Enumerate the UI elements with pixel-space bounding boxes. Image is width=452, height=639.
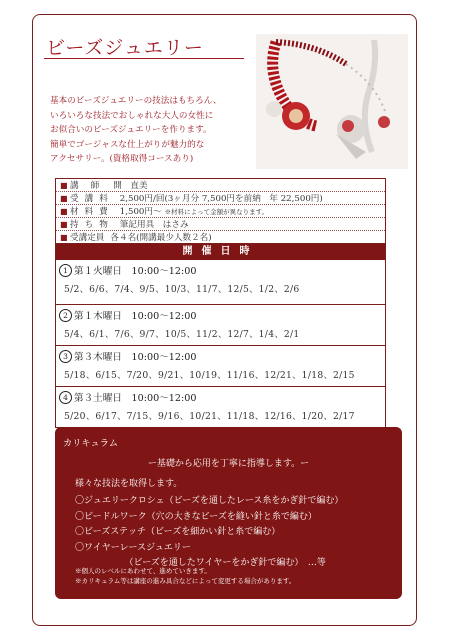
session-item <box>56 345 385 386</box>
page-title: ビーズジュエリー <box>46 37 204 59</box>
session-time: 第３土曜日 10:00〜12:00 <box>74 393 197 404</box>
info-material <box>56 205 385 218</box>
curriculum-item: 〇ワイヤーレースジュエリー <box>75 542 191 553</box>
session-number: 4 <box>59 391 72 404</box>
session-dates: 5/2、6/6、7/4、9/5、10/3、11/7、12/5、1/2、2/6 <box>64 284 300 295</box>
jewelry-photo <box>256 34 408 169</box>
info-belongings <box>56 218 385 231</box>
session-time: 第３木曜日 10:00〜12:00 <box>74 352 197 363</box>
session-item <box>56 386 385 427</box>
info-label: 材料費 <box>70 207 114 217</box>
session-title <box>59 349 385 363</box>
title-underline <box>44 58 244 59</box>
info-label: 受講定員 <box>70 233 105 243</box>
info-value: 各４名(開講最少人数２名) <box>110 233 212 243</box>
info-capacity <box>56 231 385 244</box>
info-label: 受講料 <box>70 194 114 204</box>
curriculum-heading: カリキュラム <box>63 438 119 449</box>
info-value: 筆記用具 はさみ <box>119 220 189 230</box>
info-fee <box>56 192 385 205</box>
info-value: 2,500円/回(3ヶ月分 7,500円を前納 年 22,500円) <box>119 194 323 204</box>
square-bullet-icon: ■ <box>60 193 68 203</box>
session-item <box>56 304 385 345</box>
session-title <box>59 263 385 277</box>
curriculum-panel <box>55 427 402 599</box>
info-value: 1,500円〜 <box>119 207 162 217</box>
square-bullet-icon: ■ <box>60 219 68 229</box>
square-bullet-icon: ■ <box>60 180 68 190</box>
session-item <box>56 263 385 304</box>
square-bullet-icon: ■ <box>60 232 68 242</box>
session-dates: 5/20、6/17、7/15、9/16、10/21、11/18、12/16、1/20、2/17 <box>64 411 355 422</box>
info-label: 持ち物 <box>70 220 114 230</box>
curriculum-list <box>75 494 343 572</box>
curriculum-subtitle: ー基礎から応用を丁寧に指導します。ー <box>147 459 310 469</box>
intro-text <box>50 94 255 167</box>
square-bullet-icon: ■ <box>60 206 68 216</box>
info-label: 講師 <box>70 181 112 191</box>
session-number: 1 <box>59 264 72 277</box>
session-dates: 5/4、6/1、7/6、9/7、10/5、11/2、12/7、1/4、2/1 <box>64 329 300 340</box>
session-time: 第１木曜日 10:00〜12:00 <box>74 311 197 322</box>
intro-line: いろいろな技法でおしゃれな大人の女性に <box>50 110 214 121</box>
session-title <box>59 308 385 322</box>
curriculum-item: 〇ビーズステッチ（ビーズを細かい針と糸で編む） <box>75 527 281 537</box>
curriculum-item: 〇ジュエリークロシェ（ビーズを通したレース糸をかぎ針で編む） <box>75 496 344 506</box>
intro-line: 簡単でゴージャスな仕上がりが魅力的な <box>50 139 205 150</box>
curriculum-note: ※個人のレベルにあわせて、進めていきます。 <box>75 567 211 575</box>
curriculum-note: ※カリキュラム等は講座の進み具合などによって変更する場合があります。 <box>75 576 296 585</box>
curriculum-lead: 様々な技法を取得します。 <box>75 479 183 489</box>
course-info-box <box>55 178 386 428</box>
session-list <box>56 263 385 427</box>
session-time: 第１火曜日 10:00〜12:00 <box>74 266 197 277</box>
intro-line: お似合いのビーズジュエリーを作ります。 <box>50 125 212 135</box>
curriculum-item: （ビーズを通したワイヤーをかぎ針で編む） …等 <box>75 558 326 568</box>
session-number: 2 <box>59 309 72 322</box>
curriculum-notes <box>75 567 295 586</box>
info-note: ※材料によって金額が異なります。 <box>164 207 269 216</box>
schedule-heading: 開催日時 <box>56 244 385 260</box>
session-number: 3 <box>59 350 72 363</box>
intro-line: 基本のビーズジュエリーの技法はもちろん、 <box>50 96 222 106</box>
session-dates: 5/18、6/15、7/20、9/21、10/19、11/16、12/21、1/18、2/15 <box>64 370 355 381</box>
info-instructor <box>56 179 385 192</box>
session-title <box>59 390 385 404</box>
info-value: 開 直美 <box>113 181 148 191</box>
intro-line: アクセサリー。(資格取得コースあり) <box>50 154 194 164</box>
curriculum-item: 〇ビードルワーク（穴の大きなビーズを縫い針と糸で編む） <box>75 511 317 522</box>
